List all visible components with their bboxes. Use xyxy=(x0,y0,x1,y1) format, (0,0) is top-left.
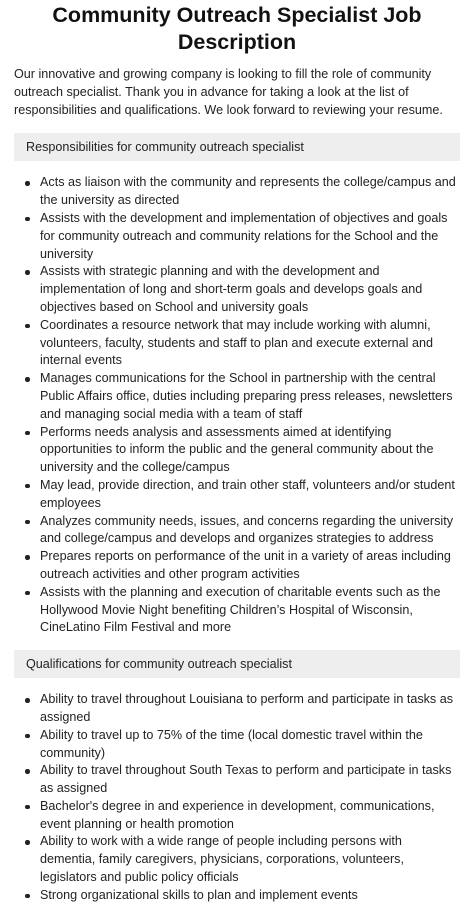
page-title: Community Outreach Specialist Job Description xyxy=(52,3,422,54)
list-item: Manages communications for the School in partnership with the central Public Affairs office, duties including preparing press releases, newsletters and managing social media with a team of staff xyxy=(40,370,460,423)
list-item: Assists with the development and implementation of objectives and goals for community outreach and community relations for the School and the university xyxy=(40,210,460,263)
list-item: Analyzes community needs, issues, and concerns regarding the university and college/campus and develops and organizes strategies to address xyxy=(40,513,460,549)
list-item: Acts as liaison with the community and represents the college/campus and the university as directed xyxy=(40,174,460,210)
list-item: Ability to travel throughout Louisiana to perform and participate in tasks as assigned xyxy=(40,691,460,727)
responsibilities-heading: Responsibilities for community outreach specialist xyxy=(14,133,460,161)
list-item: Performs needs analysis and assessments aimed at identifying opportunities to inform the public and the general community about the university and the college/campus xyxy=(40,424,460,477)
list-item: Ability to travel up to 75% of the time (local domestic travel within the community) xyxy=(40,727,460,763)
list-item: Assists with the planning and execution of charitable events such as the Hollywood Movie Night benefiting Children’s Hospital of Wisconsin, CineLatino Film Festival and more xyxy=(40,584,460,637)
list-item: Ability to travel throughout South Texas to perform and participate in tasks as assigned xyxy=(40,762,460,798)
list-item: May lead, provide direction, and train other staff, volunteers and/or student employees xyxy=(40,477,460,513)
list-item: Ability to work with a wide range of people including persons with dementia, family caregivers, physicians, corporations, volunteers, legislators and public policy officials xyxy=(40,833,460,886)
list-item: Bachelor's degree in and experience in development, communications, event planning or health promotion xyxy=(40,798,460,834)
list-item: Prepares reports on performance of the unit in a variety of areas including outreach activities and other program activities xyxy=(40,548,460,584)
intro-paragraph: Our innovative and growing company is looking to fill the role of community outreach specialist. Thank you in advance for taking a look at the list of responsibilities and qualifications. We look forward to reviewing your resume. xyxy=(14,67,443,117)
responsibilities-list xyxy=(14,174,460,637)
list-item: Strong organizational skills to plan and implement events xyxy=(40,887,460,905)
list-item: Assists with strategic planning and with the development and implementation of long and short-term goals and develops goals and objectives based on School and university goals xyxy=(40,263,460,316)
list-item: Coordinates a resource network that may include working with alumni, volunteers, faculty, students and staff to plan and execute external and internal events xyxy=(40,317,460,370)
qualifications-list xyxy=(14,691,460,905)
qualifications-heading: Qualifications for community outreach specialist xyxy=(14,650,460,678)
